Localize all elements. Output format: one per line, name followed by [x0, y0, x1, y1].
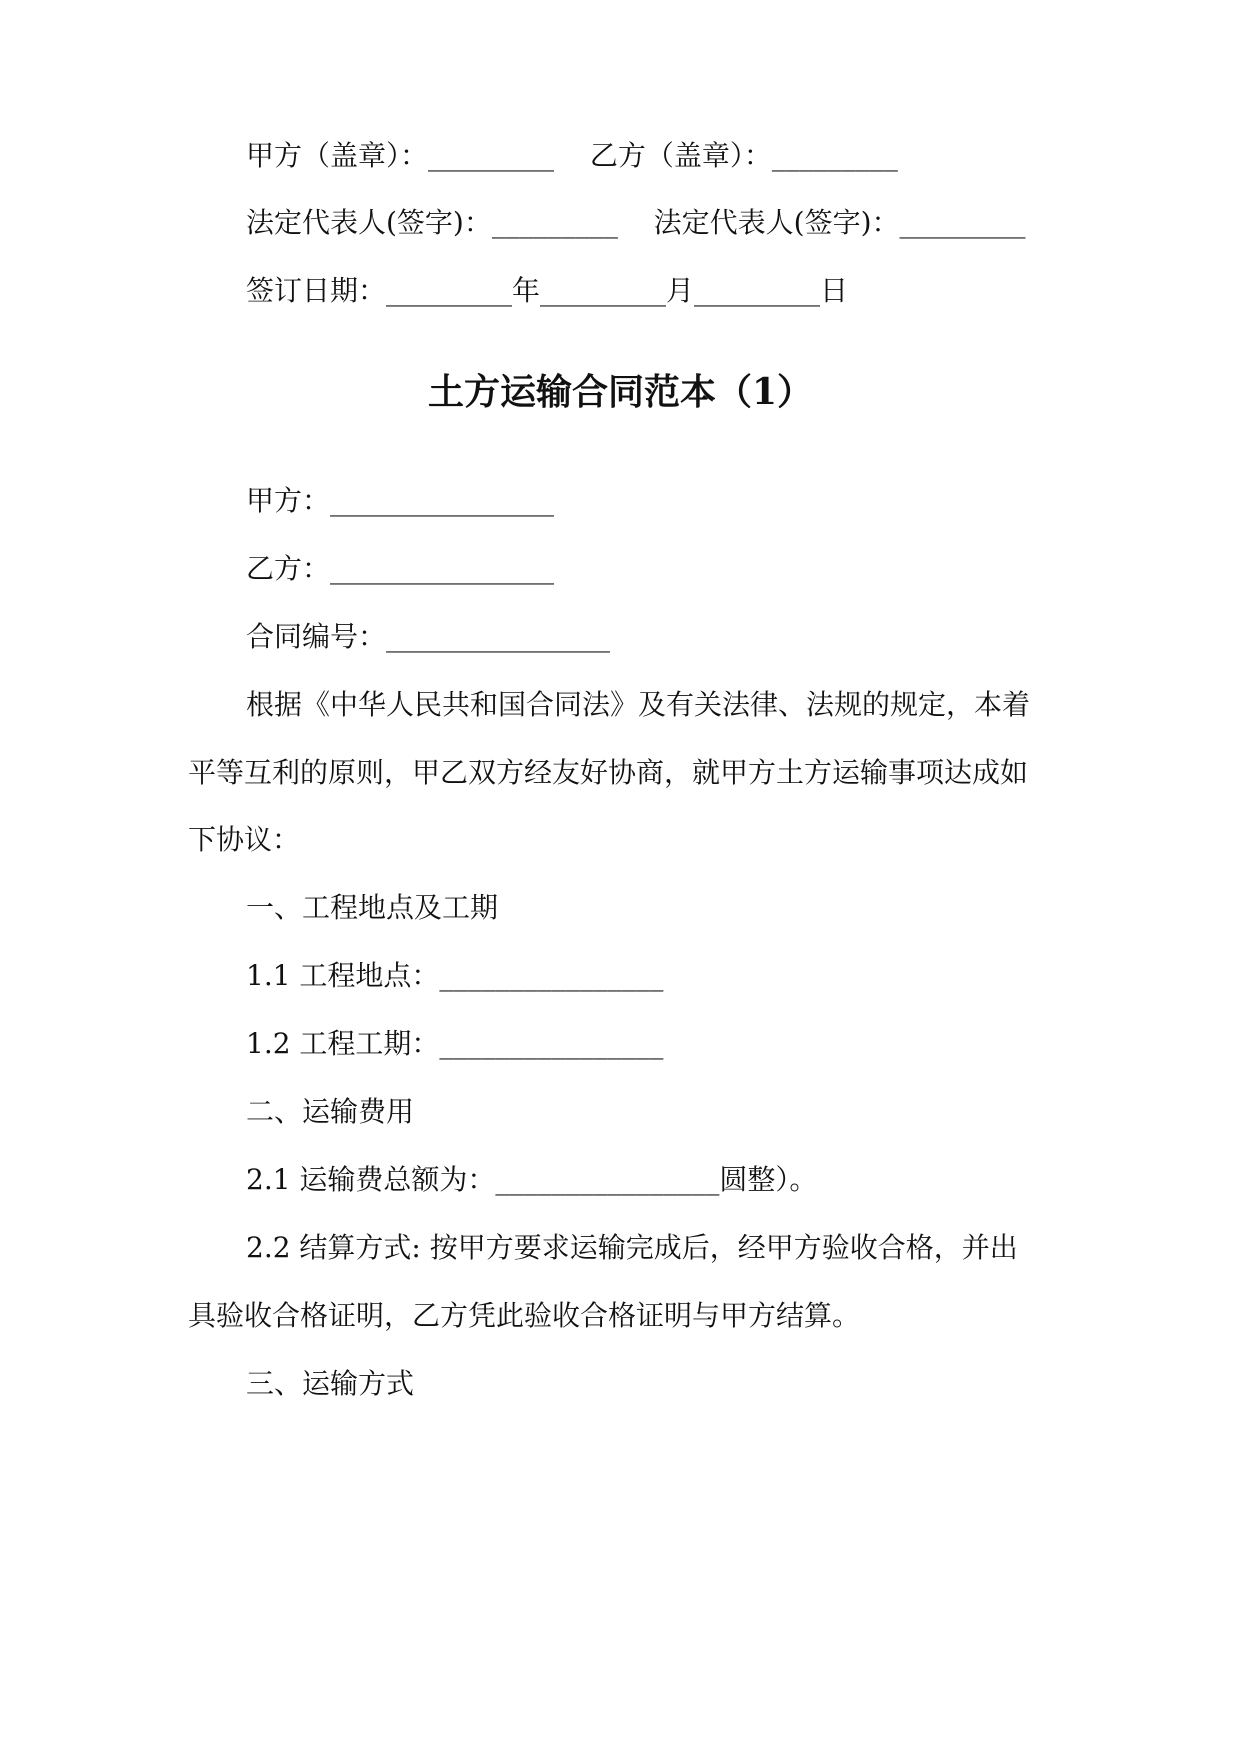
intro-paragraph-line: 根据《中华人民共和国合同法》及有关法律、法规的规定，本着: [246, 688, 1031, 721]
document-title: 土方运输合同范本（1）: [427, 371, 814, 413]
section-heading-transport-method: 三、运输方式: [246, 1367, 415, 1400]
clause-2-2-continued: 具验收合格证明，乙方凭此验收合格证明与甲方结算。: [188, 1299, 861, 1332]
clause-1-2: 1.2 工程工期：________________: [246, 1027, 664, 1060]
clause-2-2: 2.2 结算方式: 按甲方要求运输完成后，经甲方验收合格，并出: [246, 1231, 1018, 1264]
clause-2-1: 2.1 运输费总额为：________________圆整）。: [246, 1163, 818, 1196]
section-heading-fees: 二、运输费用: [246, 1095, 415, 1128]
party-a-rep-field: 法定代表人(签字)：_________: [246, 206, 618, 239]
signature-seal-row: [188, 136, 1116, 176]
signature-rep-row: [188, 203, 1116, 243]
intro-paragraph-line: 下协议：: [188, 823, 301, 856]
intro-paragraph-line: 平等互利的原则，甲乙双方经友好协商，就甲方土方运输事项达成如: [188, 756, 1029, 789]
party-b-rep-field: 法定代表人(签字)：_________: [653, 206, 1026, 239]
sign-date-field: 签订日期：_________年_________月_________日: [246, 274, 849, 307]
clause-1-1: 1.1 工程地点：________________: [246, 959, 664, 992]
party-b-seal-field: 乙方（盖章）：_________: [589, 139, 898, 172]
section-heading-location: 一、工程地点及工期: [246, 891, 499, 924]
party-b-field: 乙方：________________: [246, 552, 555, 585]
party-a-seal-field: 甲方（盖章）：_________: [246, 139, 555, 172]
contract-number-field: 合同编号：________________: [246, 620, 611, 653]
party-a-field: 甲方：________________: [246, 484, 555, 517]
